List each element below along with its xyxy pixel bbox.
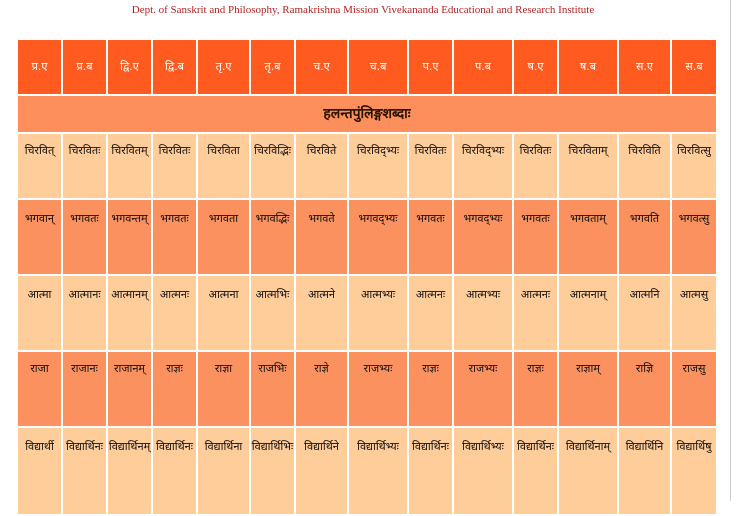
table-cell: भगवताम् <box>558 199 618 275</box>
table-cell: आत्मनः <box>152 275 197 351</box>
table-cell: राज्ञि <box>618 351 671 427</box>
table-cell: राजभिः <box>250 351 295 427</box>
table-cell: विद्यार्थिनम् <box>107 427 152 515</box>
table-cell: भगवद्भिः <box>250 199 295 275</box>
table-cell: चिरविति <box>618 133 671 199</box>
column-header: ष.ए <box>513 39 558 95</box>
table-cell: विद्यार्थिनि <box>618 427 671 515</box>
table-cell: विद्यार्थिषु <box>671 427 717 515</box>
table-cell: चिरवित् <box>17 133 62 199</box>
table-cell: आत्मानः <box>62 275 107 351</box>
page-right-border <box>730 0 731 501</box>
table-cell: विद्यार्थिनः <box>62 427 107 515</box>
column-header: च.ए <box>295 39 348 95</box>
table-cell: आत्मनि <box>618 275 671 351</box>
table-cell: राजा <box>17 351 62 427</box>
column-header: तृ.ब <box>250 39 295 95</box>
table-cell: चिरविद्भ्यः <box>453 133 513 199</box>
table-cell: आत्मनः <box>513 275 558 351</box>
table-cell: चिरवित्सु <box>671 133 717 199</box>
table-cell: चिरविते <box>295 133 348 199</box>
table-cell: भगवते <box>295 199 348 275</box>
table-cell: आत्मभ्यः <box>348 275 408 351</box>
table-row <box>17 351 717 427</box>
table-cell: राजभ्यः <box>348 351 408 427</box>
table-cell: राज्ञः <box>408 351 453 427</box>
table-cell: आत्मसु <box>671 275 717 351</box>
table-cell: विद्यार्थी <box>17 427 62 515</box>
table-cell: चिरविद्भिः <box>250 133 295 199</box>
column-header: स.ब <box>671 39 717 95</box>
table-cell: भगवतः <box>513 199 558 275</box>
table-cell: आत्मभिः <box>250 275 295 351</box>
column-header: स.ए <box>618 39 671 95</box>
section-title-row <box>17 95 717 133</box>
table-cell: चिरवितः <box>408 133 453 199</box>
column-header: द्वि.ए <box>107 39 152 95</box>
table-cell: विद्यार्थिनः <box>408 427 453 515</box>
institute-header: Dept. of Sanskrit and Philosophy, Ramakrishna Mission Vivekananda Educational and Research Institute <box>131 4 595 16</box>
table-cell: राज्ञाम् <box>558 351 618 427</box>
table-cell: आत्मने <box>295 275 348 351</box>
column-header: प.ब <box>453 39 513 95</box>
table-cell: भगवता <box>197 199 250 275</box>
table-cell: चिरवितः <box>513 133 558 199</box>
table-cell: राज्ञः <box>513 351 558 427</box>
table-cell: राजसु <box>671 351 717 427</box>
table-cell: विद्यार्थिने <box>295 427 348 515</box>
table-cell: राज्ञे <box>295 351 348 427</box>
table-cell: आत्मनाम् <box>558 275 618 351</box>
table-cell: विद्यार्थिनः <box>152 427 197 515</box>
table-cell: विद्यार्थिनाम् <box>558 427 618 515</box>
column-header: प.ए <box>408 39 453 95</box>
table-cell: विद्यार्थिना <box>197 427 250 515</box>
table-cell: भगवान् <box>17 199 62 275</box>
table-cell: चिरविता <box>197 133 250 199</box>
table-cell: भगवतः <box>152 199 197 275</box>
table-row <box>17 427 717 515</box>
column-header: ष.ब <box>558 39 618 95</box>
table-cell: चिरविताम् <box>558 133 618 199</box>
table-cell: राजानः <box>62 351 107 427</box>
section-title: हलन्तपुंलिङ्गशब्दाः <box>17 95 717 133</box>
column-header: द्वि.ब <box>152 39 197 95</box>
table-cell: चिरवितः <box>62 133 107 199</box>
table-cell: भगवतः <box>62 199 107 275</box>
table-cell: चिरवितम् <box>107 133 152 199</box>
table-cell: चिरविद्भ्यः <box>348 133 408 199</box>
table-row <box>17 275 717 351</box>
table-cell: भगवतः <box>408 199 453 275</box>
table-cell: विद्यार्थिभ्यः <box>453 427 513 515</box>
table-cell: भगवन्तम् <box>107 199 152 275</box>
column-header: च.ब <box>348 39 408 95</box>
table-cell: आत्मना <box>197 275 250 351</box>
column-header: तृ.ए <box>197 39 250 95</box>
column-header: प्र.ब <box>62 39 107 95</box>
table-cell: राज्ञा <box>197 351 250 427</box>
table-row <box>17 199 717 275</box>
table-cell: आत्मा <box>17 275 62 351</box>
table-cell: आत्मानम् <box>107 275 152 351</box>
table-cell: भगवत्सु <box>671 199 717 275</box>
table-cell: विद्यार्थिभिः <box>250 427 295 515</box>
case-header-row <box>17 39 717 95</box>
table-row <box>17 133 717 199</box>
declension-table <box>16 38 718 516</box>
table-cell: भगवद्भ्यः <box>453 199 513 275</box>
table-cell: विद्यार्थिनः <box>513 427 558 515</box>
table-cell: चिरवितः <box>152 133 197 199</box>
table-cell: विद्यार्थिभ्यः <box>348 427 408 515</box>
table-cell: राजभ्यः <box>453 351 513 427</box>
table-cell: राजानम् <box>107 351 152 427</box>
table-cell: भगवद्भ्यः <box>348 199 408 275</box>
column-header: प्र.ए <box>17 39 62 95</box>
table-cell: आत्मभ्यः <box>453 275 513 351</box>
table-cell: राज्ञः <box>152 351 197 427</box>
table-cell: आत्मनः <box>408 275 453 351</box>
table-cell: भगवति <box>618 199 671 275</box>
